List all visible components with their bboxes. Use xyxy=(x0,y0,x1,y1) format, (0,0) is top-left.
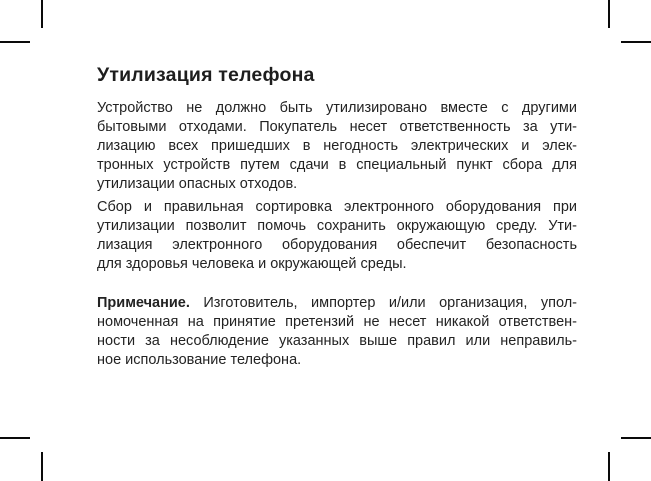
text-line: номоченная на принятие претензий не несет никакой ответствен- xyxy=(97,314,577,330)
text-line: для здоровья человека и окружающей среды. xyxy=(97,256,407,272)
paragraph-note xyxy=(97,294,577,370)
crop-mark-top-left-vertical xyxy=(41,0,43,28)
text-line: утилизации позволит помочь сохранить окружающую среду. Ути- xyxy=(97,218,577,234)
text-line xyxy=(97,294,577,313)
crop-mark-bottom-left-horizontal xyxy=(0,437,30,439)
crop-mark-bottom-right-horizontal xyxy=(621,437,651,439)
note-text: Изготовитель, импортер и/или организация, упол- xyxy=(189,295,577,311)
text-line: лизация электронного оборудования обеспечит безопасность xyxy=(97,237,577,253)
text-line: ное использование телефона. xyxy=(97,352,302,368)
paragraph-disposal-responsibility xyxy=(97,99,577,194)
text-line: Устройство не должно быть утилизировано вместе с другими xyxy=(97,100,577,116)
crop-mark-bottom-left-vertical xyxy=(41,452,43,481)
crop-mark-top-left-horizontal xyxy=(0,41,30,43)
text-line: ности за несоблюдение указанных выше правил или неправиль- xyxy=(97,333,577,349)
crop-mark-bottom-right-vertical xyxy=(608,452,610,481)
note-label: Примечание. xyxy=(97,295,190,311)
text-line: утилизации опасных отходов. xyxy=(97,176,298,192)
page-title: Утилизация телефона xyxy=(97,64,315,86)
paragraph-recycling-benefits xyxy=(97,198,577,274)
text-line: бытовыми отходами. Покупатель несет ответственность за ути- xyxy=(97,119,577,135)
text-line: лизацию всех пришедших в негодность электрических и элек- xyxy=(97,138,577,154)
crop-mark-top-right-horizontal xyxy=(621,41,651,43)
text-line: Сбор и правильная сортировка электронного оборудования при xyxy=(97,199,577,215)
document-content xyxy=(97,65,577,370)
text-line: тронных устройств путем сдачи в специальный пункт сбора для xyxy=(97,157,577,173)
crop-mark-top-right-vertical xyxy=(608,0,610,28)
